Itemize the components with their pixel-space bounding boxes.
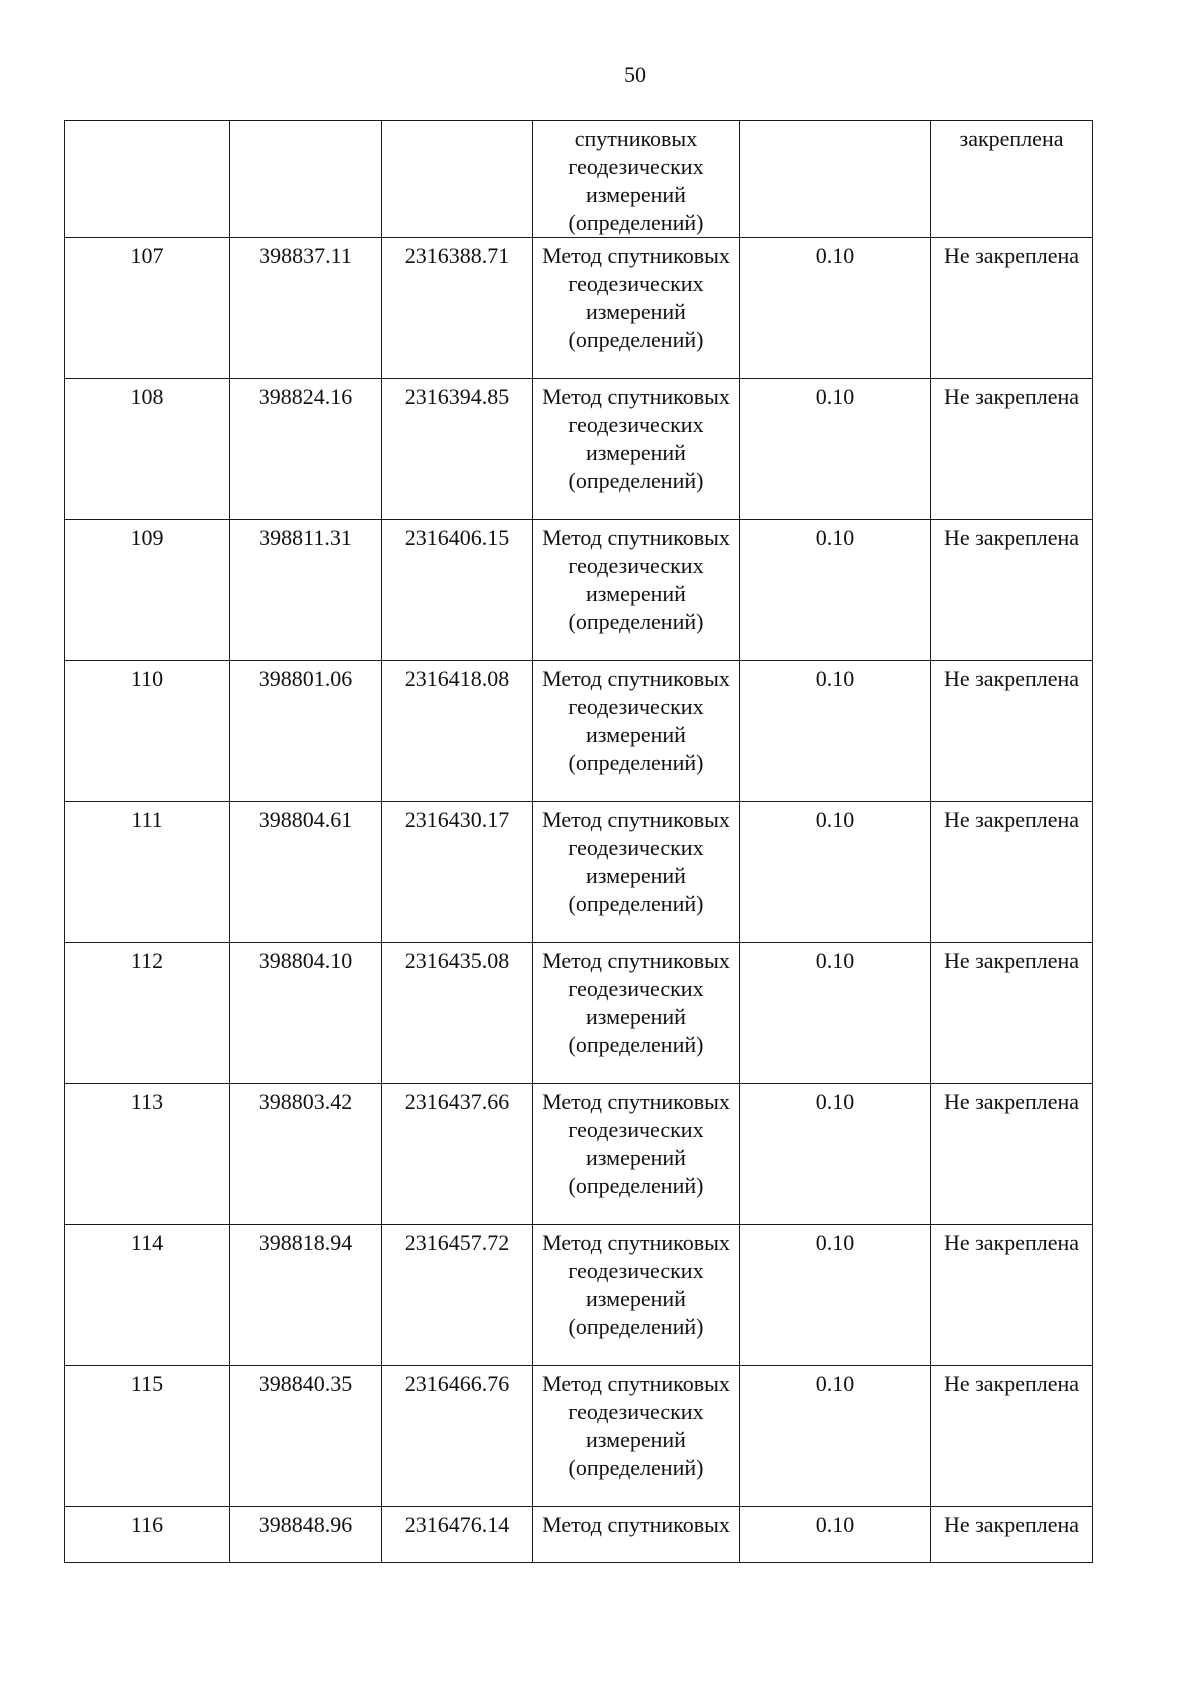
cell-method: Метод спутниковых геодезических измерений (определений)	[533, 379, 740, 520]
table-row	[65, 1225, 1093, 1366]
cell-point-number	[65, 121, 230, 238]
cell-accuracy: 0.10	[740, 1366, 931, 1507]
cell-fixation: Не закреплена	[931, 520, 1093, 661]
cell-y-coordinate: 2316430.17	[382, 802, 533, 943]
cell-fixation: закреплена	[931, 121, 1093, 238]
cell-method: Метод спутниковых геодезических измерений (определений)	[533, 802, 740, 943]
cell-point-number: 109	[65, 520, 230, 661]
table-row	[65, 1366, 1093, 1507]
cell-fixation: Не закреплена	[931, 802, 1093, 943]
cell-y-coordinate: 2316476.14	[382, 1507, 533, 1563]
cell-y-coordinate: 2316437.66	[382, 1084, 533, 1225]
table-row	[65, 802, 1093, 943]
cell-fixation: Не закреплена	[931, 943, 1093, 1084]
cell-point-number: 113	[65, 1084, 230, 1225]
table-row-continuation	[65, 121, 1093, 238]
cell-x-coordinate: 398824.16	[230, 379, 382, 520]
cell-fixation: Не закреплена	[931, 661, 1093, 802]
cell-method: Метод спутниковых геодезических измерений (определений)	[533, 661, 740, 802]
cell-y-coordinate: 2316457.72	[382, 1225, 533, 1366]
page-number: 50	[624, 62, 646, 87]
cell-accuracy	[740, 121, 931, 238]
cell-point-number: 112	[65, 943, 230, 1084]
cell-y-coordinate	[382, 121, 533, 238]
table-row	[65, 379, 1093, 520]
cell-accuracy: 0.10	[740, 1084, 931, 1225]
cell-method: Метод спутниковых геодезических измерений (определений)	[533, 520, 740, 661]
cell-method: Метод спутниковых геодезических измерений (определений)	[533, 1225, 740, 1366]
cell-method: Метод спутниковых	[533, 1507, 740, 1563]
table-row	[65, 661, 1093, 802]
cell-y-coordinate: 2316466.76	[382, 1366, 533, 1507]
cell-method: Метод спутниковых геодезических измерений (определений)	[533, 1366, 740, 1507]
table-row	[65, 1084, 1093, 1225]
coordinates-table	[64, 120, 1093, 1563]
cell-y-coordinate: 2316435.08	[382, 943, 533, 1084]
cell-x-coordinate: 398804.61	[230, 802, 382, 943]
cell-y-coordinate: 2316388.71	[382, 238, 533, 379]
cell-accuracy: 0.10	[740, 1225, 931, 1366]
cell-y-coordinate: 2316394.85	[382, 379, 533, 520]
cell-x-coordinate: 398811.31	[230, 520, 382, 661]
table-row	[65, 238, 1093, 379]
cell-y-coordinate: 2316418.08	[382, 661, 533, 802]
table-row	[65, 520, 1093, 661]
cell-x-coordinate: 398837.11	[230, 238, 382, 379]
cell-fixation: Не закреплена	[931, 1366, 1093, 1507]
cell-point-number: 108	[65, 379, 230, 520]
table-row	[65, 943, 1093, 1084]
cell-x-coordinate	[230, 121, 382, 238]
cell-x-coordinate: 398804.10	[230, 943, 382, 1084]
cell-point-number: 114	[65, 1225, 230, 1366]
cell-x-coordinate: 398848.96	[230, 1507, 382, 1563]
cell-x-coordinate: 398818.94	[230, 1225, 382, 1366]
cell-method: Метод спутниковых геодезических измерений (определений)	[533, 238, 740, 379]
cell-point-number: 107	[65, 238, 230, 379]
cell-accuracy: 0.10	[740, 1507, 931, 1563]
cell-x-coordinate: 398840.35	[230, 1366, 382, 1507]
cell-fixation: Не закреплена	[931, 1225, 1093, 1366]
cell-point-number: 116	[65, 1507, 230, 1563]
table-body	[65, 121, 1093, 1563]
cell-x-coordinate: 398803.42	[230, 1084, 382, 1225]
cell-y-coordinate: 2316406.15	[382, 520, 533, 661]
cell-point-number: 115	[65, 1366, 230, 1507]
cell-x-coordinate: 398801.06	[230, 661, 382, 802]
cell-method: Метод спутниковых геодезических измерений (определений)	[533, 1084, 740, 1225]
cell-accuracy: 0.10	[740, 238, 931, 379]
cell-method: спутниковых геодезических измерений (определений)	[533, 121, 740, 238]
cell-accuracy: 0.10	[740, 661, 931, 802]
cell-method: Метод спутниковых геодезических измерений (определений)	[533, 943, 740, 1084]
cell-accuracy: 0.10	[740, 943, 931, 1084]
cell-point-number: 110	[65, 661, 230, 802]
cell-fixation: Не закреплена	[931, 1084, 1093, 1225]
table-row-last	[65, 1507, 1093, 1563]
cell-accuracy: 0.10	[740, 379, 931, 520]
cell-fixation: Не закреплена	[931, 1507, 1093, 1563]
cell-accuracy: 0.10	[740, 802, 931, 943]
cell-fixation: Не закреплена	[931, 379, 1093, 520]
cell-accuracy: 0.10	[740, 520, 931, 661]
cell-point-number: 111	[65, 802, 230, 943]
cell-fixation: Не закреплена	[931, 238, 1093, 379]
